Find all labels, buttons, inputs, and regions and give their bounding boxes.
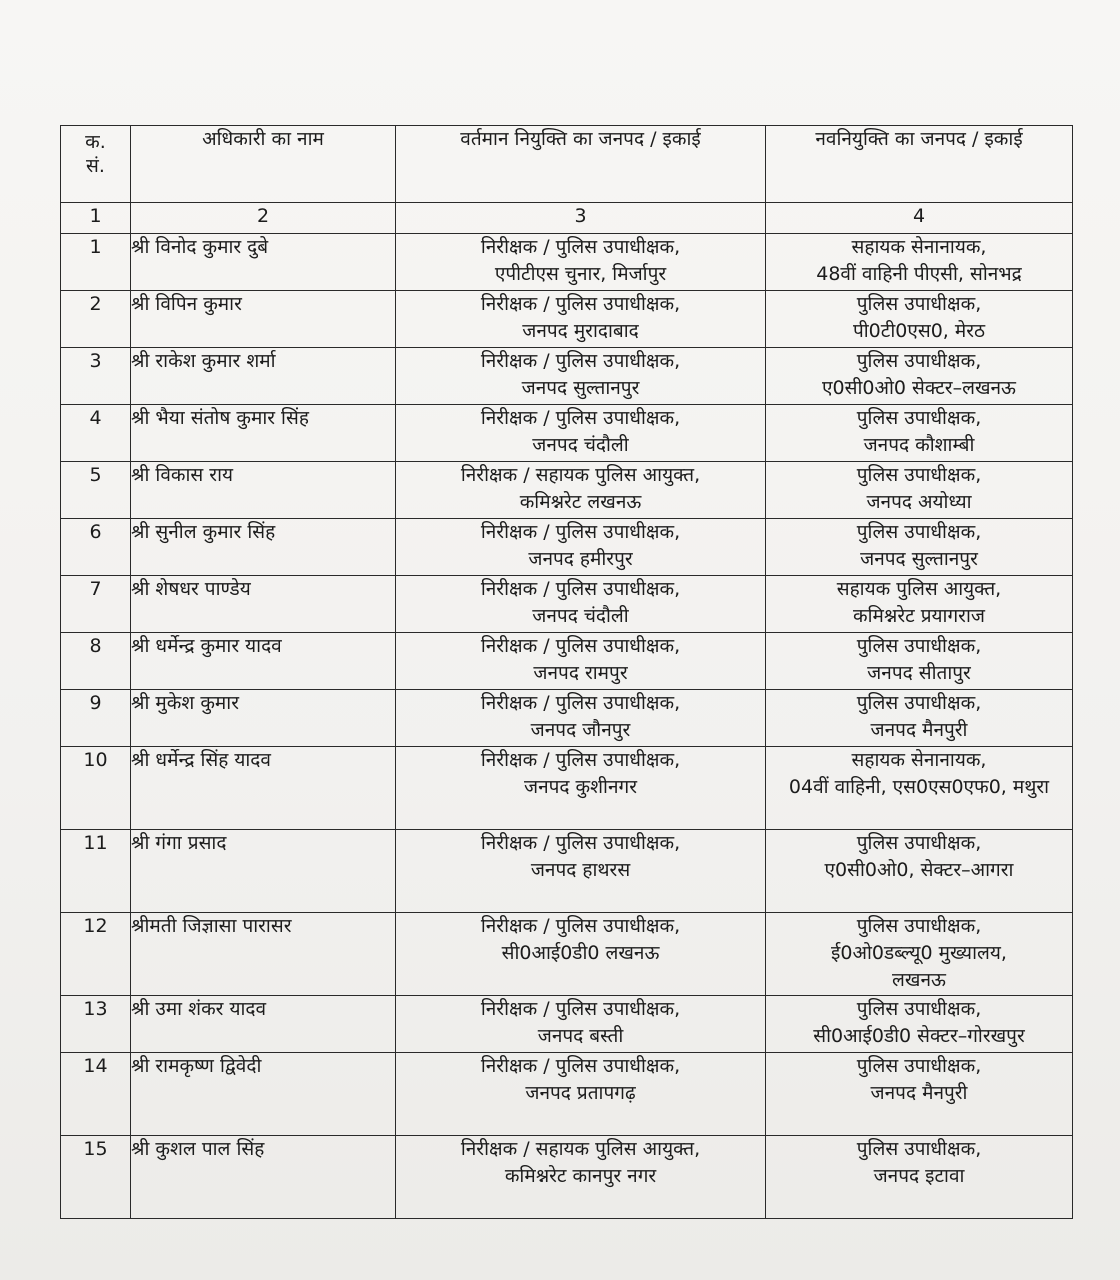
serial-number: 1 (61, 234, 131, 291)
table-row (61, 1136, 1073, 1219)
new-posting (766, 690, 1073, 747)
current-posting-line: जनपद प्रतापगढ़ (525, 1082, 636, 1104)
serial-number: 7 (61, 576, 131, 633)
current-posting-line: कमिश्नरेट कानपुर नगर (504, 1165, 657, 1187)
header-row (61, 126, 1073, 203)
new-posting-line: कमिश्नरेट प्रयागराज (853, 605, 985, 627)
serial-number: 3 (61, 348, 131, 405)
new-posting-line: पुलिस उपाधीक्षक, (856, 293, 982, 315)
serial-number: 6 (61, 519, 131, 576)
current-posting-line: निरीक्षक / पुलिस उपाधीक्षक, (480, 998, 681, 1020)
new-posting (766, 1136, 1073, 1219)
current-posting (396, 291, 766, 348)
current-posting-line: एपीटीएस चुनार, मिर्जापुर (494, 263, 667, 285)
serial-number: 4 (61, 405, 131, 462)
header-serial (61, 126, 131, 203)
table-row (61, 996, 1073, 1053)
serial-number: 13 (61, 996, 131, 1053)
table-row (61, 747, 1073, 830)
new-posting (766, 1053, 1073, 1136)
new-posting (766, 291, 1073, 348)
new-posting-line: पुलिस उपाधीक्षक, (856, 464, 982, 486)
serial-number: 9 (61, 690, 131, 747)
table-row (61, 234, 1073, 291)
officer-name: श्री विनोद कुमार दुबे (131, 234, 396, 291)
new-posting-line: सहायक सेनानायक, (851, 236, 987, 258)
current-posting (396, 519, 766, 576)
new-posting (766, 519, 1073, 576)
new-posting-line: 48वीं वाहिनी पीएसी, सोनभद्र (816, 263, 1022, 285)
serial-number: 15 (61, 1136, 131, 1219)
officer-name: श्री मुकेश कुमार (131, 690, 396, 747)
table-row (61, 519, 1073, 576)
table-row (61, 830, 1073, 913)
current-posting-line: जनपद हाथरस (530, 859, 631, 881)
new-posting (766, 633, 1073, 690)
current-posting-line: निरीक्षक / सहायक पुलिस आयुक्त, (460, 464, 701, 486)
table-row (61, 576, 1073, 633)
current-posting-line: जनपद कुशीनगर (523, 776, 637, 798)
header-serial-line-1: क. (85, 131, 106, 153)
officer-name: श्री रामकृष्ण द्विवेदी (131, 1053, 396, 1136)
new-posting-line: पुलिस उपाधीक्षक, (856, 407, 982, 429)
new-posting-line: जनपद सीतापुर (867, 662, 971, 684)
current-posting (396, 1053, 766, 1136)
new-posting (766, 576, 1073, 633)
current-posting (396, 234, 766, 291)
table-row (61, 462, 1073, 519)
officer-name: श्री सुनील कुमार सिंह (131, 519, 396, 576)
current-posting (396, 913, 766, 996)
officer-name: श्री भैया संतोष कुमार सिंह (131, 405, 396, 462)
table-row (61, 1053, 1073, 1136)
current-posting-line: जनपद जौनपुर (530, 719, 631, 741)
current-posting-line: निरीक्षक / पुलिस उपाधीक्षक, (480, 407, 681, 429)
table-row (61, 405, 1073, 462)
new-posting-line: 04वीं वाहिनी, एस0एस0एफ0, मथुरा (788, 776, 1050, 798)
current-posting-line: जनपद चंदौली (532, 605, 629, 627)
officer-name: श्री धर्मेन्द्र सिंह यादव (131, 747, 396, 830)
current-posting-line: जनपद हमीरपुर (528, 548, 633, 570)
current-posting-line: निरीक्षक / पुलिस उपाधीक्षक, (480, 915, 681, 937)
current-posting (396, 576, 766, 633)
new-posting (766, 348, 1073, 405)
current-posting-line: निरीक्षक / पुलिस उपाधीक्षक, (480, 749, 681, 771)
current-posting-line: निरीक्षक / पुलिस उपाधीक्षक, (480, 293, 681, 315)
current-posting-line: जनपद सुल्तानपुर (521, 377, 640, 399)
current-posting (396, 405, 766, 462)
new-posting-line: ए0सी0ओ0, सेक्टर–आगरा (824, 859, 1014, 881)
transfer-table (60, 125, 1073, 1219)
officer-name: श्री शेषधर पाण्डेय (131, 576, 396, 633)
current-posting-line: निरीक्षक / पुलिस उपाधीक्षक, (480, 236, 681, 258)
new-posting-line: पुलिस उपाधीक्षक, (856, 635, 982, 657)
serial-number: 12 (61, 913, 131, 996)
current-posting (396, 690, 766, 747)
new-posting-line: जनपद अयोध्या (866, 491, 972, 513)
new-posting-line: जनपद मैनपुरी (870, 719, 968, 741)
table-row (61, 913, 1073, 996)
officer-name: श्रीमती जिज्ञासा पारासर (131, 913, 396, 996)
current-posting-line: जनपद चंदौली (532, 434, 629, 456)
new-posting-line: जनपद सुल्तानपुर (860, 548, 978, 570)
new-posting-line: पुलिस उपाधीक्षक, (856, 350, 982, 372)
new-posting-line: लखनऊ (892, 969, 946, 991)
new-posting (766, 405, 1073, 462)
serial-number: 8 (61, 633, 131, 690)
new-posting-line: जनपद मैनपुरी (870, 1082, 968, 1104)
current-posting-line: कमिश्नरेट लखनऊ (519, 491, 642, 513)
new-posting-line: पुलिस उपाधीक्षक, (856, 521, 982, 543)
header-officer-name: अधिकारी का नाम (131, 126, 396, 203)
current-posting (396, 830, 766, 913)
column-number-row (61, 203, 1073, 234)
table-row (61, 633, 1073, 690)
column-number: 2 (131, 203, 396, 234)
table-row (61, 690, 1073, 747)
officer-name: श्री उमा शंकर यादव (131, 996, 396, 1053)
header-new-posting: नवनियुक्ति का जनपद / इकाई (766, 126, 1073, 203)
current-posting-line: निरीक्षक / पुलिस उपाधीक्षक, (480, 521, 681, 543)
serial-number: 11 (61, 830, 131, 913)
current-posting-line: जनपद मुरादाबाद (522, 320, 639, 342)
new-posting-line: पुलिस उपाधीक्षक, (856, 832, 982, 854)
new-posting (766, 747, 1073, 830)
new-posting (766, 234, 1073, 291)
officer-name: श्री कुशल पाल सिंह (131, 1136, 396, 1219)
current-posting-line: जनपद रामपुर (533, 662, 628, 684)
new-posting-line: सहायक सेनानायक, (851, 749, 987, 771)
header-current-posting: वर्तमान नियुक्ति का जनपद / इकाई (396, 126, 766, 203)
new-posting-line: ए0सी0ओ0 सेक्टर–लखनऊ (822, 377, 1016, 399)
new-posting-line: पी0टी0एस0, मेरठ (852, 320, 986, 342)
new-posting-line: पुलिस उपाधीक्षक, (856, 1055, 982, 1077)
officer-name: श्री राकेश कुमार शर्मा (131, 348, 396, 405)
officer-name: श्री गंगा प्रसाद (131, 830, 396, 913)
serial-number: 2 (61, 291, 131, 348)
new-posting-line: सहायक पुलिस आयुक्त, (836, 578, 1002, 600)
current-posting-line: निरीक्षक / पुलिस उपाधीक्षक, (480, 635, 681, 657)
current-posting (396, 1136, 766, 1219)
column-number: 4 (766, 203, 1073, 234)
current-posting-line: निरीक्षक / पुलिस उपाधीक्षक, (480, 578, 681, 600)
serial-number: 10 (61, 747, 131, 830)
current-posting-line: जनपद बस्ती (537, 1025, 624, 1047)
table-body (61, 234, 1073, 1219)
current-posting (396, 462, 766, 519)
new-posting-line: जनपद कौशाम्बी (863, 434, 975, 456)
table-row (61, 291, 1073, 348)
new-posting (766, 913, 1073, 996)
new-posting-line: पुलिस उपाधीक्षक, (856, 1138, 982, 1160)
officer-name: श्री विपिन कुमार (131, 291, 396, 348)
current-posting-line: सी0आई0डी0 लखनऊ (501, 942, 660, 964)
new-posting-line: पुलिस उपाधीक्षक, (856, 915, 982, 937)
current-posting (396, 996, 766, 1053)
column-number: 3 (396, 203, 766, 234)
current-posting-line: निरीक्षक / पुलिस उपाधीक्षक, (480, 350, 681, 372)
new-posting-line: सी0आई0डी0 सेक्टर–गोरखपुर (813, 1025, 1025, 1047)
current-posting (396, 747, 766, 830)
officer-name: श्री धर्मेन्द्र कुमार यादव (131, 633, 396, 690)
current-posting (396, 348, 766, 405)
new-posting-line: पुलिस उपाधीक्षक, (856, 692, 982, 714)
serial-number: 14 (61, 1053, 131, 1136)
column-number: 1 (61, 203, 131, 234)
new-posting-line: ई0ओ0डब्ल्यू0 मुख्यालय, (831, 942, 1007, 964)
officer-name: श्री विकास राय (131, 462, 396, 519)
new-posting-line: पुलिस उपाधीक्षक, (856, 998, 982, 1020)
new-posting (766, 830, 1073, 913)
current-posting (396, 633, 766, 690)
header-serial-line-2: सं. (86, 155, 105, 177)
new-posting-line: जनपद इटावा (873, 1165, 965, 1187)
new-posting (766, 996, 1073, 1053)
current-posting-line: निरीक्षक / सहायक पुलिस आयुक्त, (460, 1138, 701, 1160)
current-posting-line: निरीक्षक / पुलिस उपाधीक्षक, (480, 692, 681, 714)
current-posting-line: निरीक्षक / पुलिस उपाधीक्षक, (480, 1055, 681, 1077)
table-row (61, 348, 1073, 405)
new-posting (766, 462, 1073, 519)
serial-number: 5 (61, 462, 131, 519)
current-posting-line: निरीक्षक / पुलिस उपाधीक्षक, (480, 832, 681, 854)
